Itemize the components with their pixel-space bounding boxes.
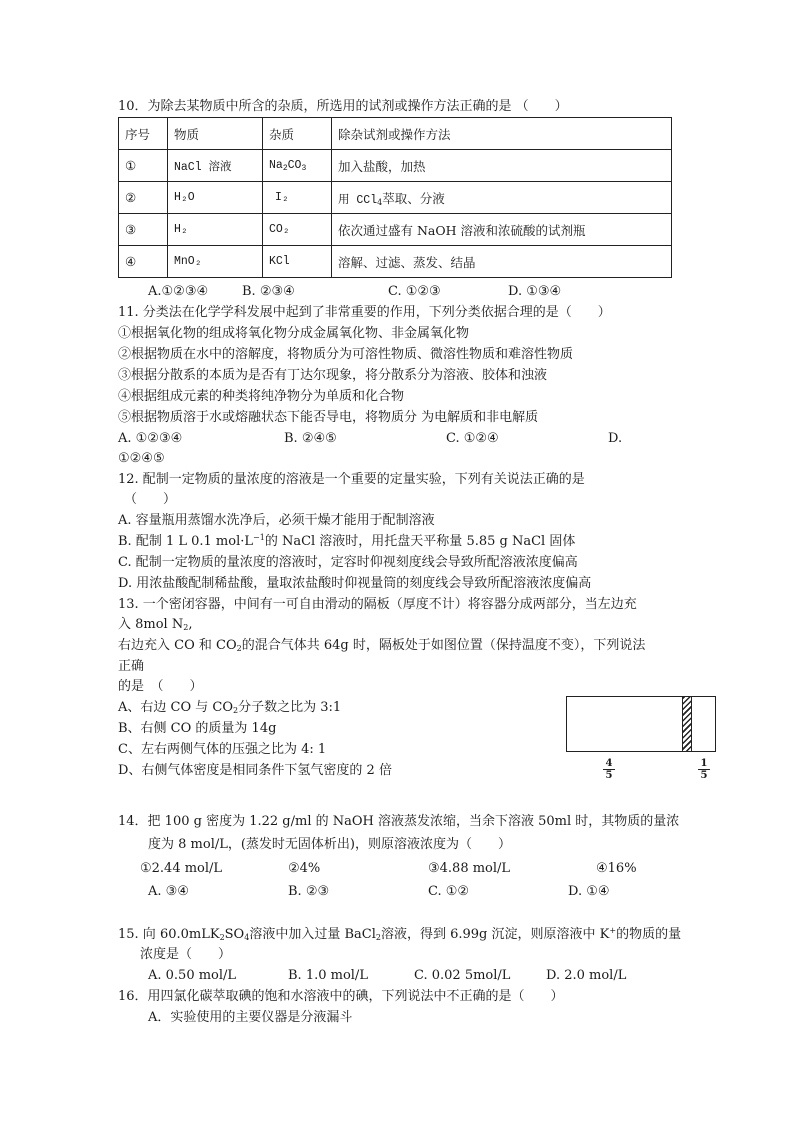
q13-text: 分子数之比为 3:1: [238, 700, 342, 715]
q13-text: ,: [188, 617, 193, 632]
method-cell: 溶解、过滤、蒸发、结晶: [332, 246, 672, 278]
substance-cell: H₂O: [168, 182, 263, 214]
q12-stem: 12. 配制一定物质的量浓度的溶液是一个重要的定量实验，下列有关说法正确的是: [118, 472, 585, 487]
subscript: 4: [377, 197, 383, 207]
q16-option-a: A．实验使用的主要仪器是分液漏斗: [148, 1010, 353, 1025]
q11-item: ①根据氧化物的组成将氧化物分成金属氧化物、非金属氧化物: [118, 326, 470, 341]
q14-option-a: A. ③④: [148, 884, 189, 899]
header-cell: 杂质: [263, 118, 332, 150]
q12-option-a: A. 容量瓶用蒸馏水洗净后，必须干燥才能用于配制溶液: [118, 513, 435, 528]
table-row: [119, 246, 672, 278]
q14-choice: ③4.88 mol/L: [428, 861, 511, 876]
impurity-cell: CO₂: [263, 214, 332, 246]
q11-item: ②根据物质在水中的溶解度，将物质分为可溶性物质、微溶性物质和难溶性物质: [118, 347, 574, 362]
q13-option-b: B、右侧 CO 的质量为 14g: [118, 721, 277, 736]
q13-line: 正确: [118, 659, 145, 674]
subscript: 2: [282, 164, 288, 173]
q11-option-a: A. ①②③④: [118, 431, 183, 446]
table-header-row: [119, 118, 672, 150]
q11-option-c: C. ①②④: [446, 431, 499, 446]
q14-choice: ①2.44 mol/L: [140, 861, 223, 876]
q13-text: 的混合气体共 64g 时，隔板处于如图位置（保持温度不变），下列说法: [241, 638, 646, 653]
method-part: 萃取、分液: [382, 190, 445, 206]
impurity-cell: I₂: [263, 182, 332, 214]
q15-option-d: D. 2.0 mol/L: [546, 968, 627, 983]
q10-option-c: C. ①②③: [388, 284, 441, 299]
q11-option-d: D.: [608, 431, 623, 446]
q15-option-a: A. 0.50 mol/L: [148, 968, 237, 983]
q15-text: 溶液，得到 6.99g 沉淀，则原溶液中 K: [380, 927, 610, 942]
impurity-cell: [263, 150, 332, 182]
substance-cell: MnO₂: [168, 246, 263, 278]
q13-line: [118, 617, 192, 633]
q11-item: ③根据分散系的本质为是否有丁达尔现象，将分散系分为溶液、胶体和浊液: [118, 368, 548, 383]
partition-hatched: [682, 697, 692, 751]
q11-stem: 11. 分类法在化学学科发展中起到了非常重要的作用，下列分类依据合理的是（ ）: [118, 305, 611, 320]
fraction-numerator: 1: [698, 758, 710, 770]
header-cell: 除杂试剂或操作方法: [332, 118, 672, 150]
table-row: [119, 214, 672, 246]
header-cell: 序号: [119, 118, 168, 150]
q15-text: 溶液中加入过量 BaCl: [249, 927, 376, 942]
q14-line: 度为 8 mol/L，(蒸发时无固体析出)，则原溶液浓度为（ ）: [148, 837, 512, 852]
q15-text: SO: [224, 927, 245, 942]
subscript: 2: [183, 623, 189, 632]
method-part: 用 CCl: [338, 193, 378, 207]
fraction-numerator: 4: [603, 758, 615, 770]
q13-line: 的是 （ ）: [118, 679, 203, 694]
q10-option-a: A.①②③④: [148, 284, 209, 299]
fraction-denominator: 5: [700, 770, 708, 781]
q15-option-c: C. 0.02 5mol/L: [414, 968, 511, 983]
superscript: +: [609, 926, 617, 935]
q16-stem: 16．用四氯化碳萃取碘的饱和水溶液中的碘，下列说法中不正确的是（ ）: [118, 989, 564, 1004]
q13-text: A、右边 CO 与 CO: [118, 700, 233, 715]
q14-option-d: D. ①④: [568, 884, 610, 899]
q11-item: ④根据组成元素的种类将纯净物分为单质和化合物: [118, 389, 405, 404]
q14-option-b: B. ②③: [288, 884, 330, 899]
q10-stem: 10．为除去某物质中所含的杂质，所选用的试剂或操作方法正确的是 （ ）: [118, 99, 568, 114]
q13-line: 13. 一个密闭容器，中间有一可自由滑动的隔板（厚度不计）将容器分成两部分，当左边充: [118, 597, 637, 612]
q11-item: ⑤根据物质溶于水或熔融状态下能否导电，将物质分 为电解质和非电解质: [118, 410, 539, 425]
superscript: −1: [253, 533, 265, 542]
q13-option-a: [118, 700, 341, 716]
q13-text: 右边充入 CO 和 CO: [118, 638, 237, 653]
subscript: 2: [233, 706, 239, 715]
container-diagram: [566, 696, 716, 752]
subscript: 2: [375, 933, 381, 942]
table-row: [119, 150, 672, 182]
q13-option-c: C、左右两侧气体的压强之比为 4: 1: [118, 742, 327, 757]
q11-option-b: B. ②④⑤: [284, 431, 337, 446]
q12-paren: （ ）: [124, 492, 177, 507]
left-fraction-label: [603, 758, 615, 781]
q11-option-d-wrap: ①②④⑤: [118, 451, 165, 466]
subscript: 2: [219, 933, 225, 942]
q10-table: [118, 117, 672, 278]
substance-cell: H₂: [168, 214, 263, 246]
q14-choice: ②4%: [288, 861, 321, 876]
q15-line: 浓度是（ ）: [140, 947, 232, 962]
header-cell: 物质: [168, 118, 263, 150]
q12-b-text: B. 配制 1 L 0.1 mol·L: [118, 534, 254, 549]
q12-option-d: D. 用浓盐酸配制稀盐酸，量取浓盐酸时仰视量筒的刻度线会导致所配溶液浓度偏高: [118, 576, 592, 591]
q13-option-d: D、右侧气体密度是相同条件下氢气密度的 2 倍: [118, 763, 392, 778]
q15-text: 15. 向 60.0mLK: [118, 927, 220, 942]
q15-text: 的物质的量: [616, 927, 682, 942]
q12-option-c: C. 配制一定物质的量浓度的溶液时，定容时仰视刻度线会导致所配溶液浓度偏高: [118, 555, 578, 570]
row-number: ④: [119, 246, 168, 278]
impurity-cell: KCl: [263, 246, 332, 278]
right-fraction-label: [698, 758, 710, 781]
subscript: 2: [236, 644, 242, 653]
method-cell: 加入盐酸，加热: [332, 150, 672, 182]
subscript: 4: [244, 933, 250, 942]
q14-line: 14．把 100 g 密度为 1.22 g/ml 的 NaOH 溶液蒸发浓缩，当余下溶液 50ml 时，其物质的量浓: [118, 814, 680, 829]
subscript: 3: [301, 164, 307, 173]
q10-option-b: B. ②③④: [242, 284, 295, 299]
impurity-formula-part: Na: [269, 159, 283, 172]
substance-cell: NaCl 溶液: [168, 150, 263, 182]
q14-option-c: C. ①②: [428, 884, 470, 899]
q12-b-text: 的 NaCl 溶液时，用托盘天平称量 5.85 g NaCl 固体: [264, 534, 576, 549]
row-number: ②: [119, 182, 168, 214]
q13-line: [118, 638, 645, 654]
q14-choice: ④16%: [596, 861, 637, 876]
table-row: [119, 182, 672, 214]
row-number: ③: [119, 214, 168, 246]
row-number: ①: [119, 150, 168, 182]
q13-text: 入 8mol N: [118, 617, 184, 632]
q15-option-b: B. 1.0 mol/L: [288, 968, 368, 983]
impurity-formula-part: CO: [287, 159, 302, 172]
method-cell: 依次通过盛有 NaOH 溶液和浓硫酸的试剂瓶: [332, 214, 672, 246]
fraction-denominator: 5: [605, 770, 613, 781]
q10-option-d: D. ①③④: [508, 284, 562, 299]
method-cell: [332, 182, 672, 214]
q12-option-b: [118, 534, 575, 550]
q15-line: [118, 927, 681, 943]
